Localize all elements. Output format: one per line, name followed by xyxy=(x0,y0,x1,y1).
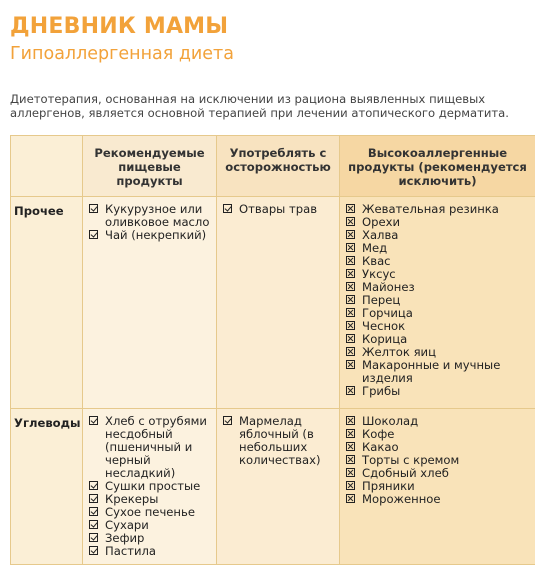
checkbox-crossed-icon xyxy=(346,347,355,356)
table-row xyxy=(11,409,535,565)
list-item xyxy=(346,493,533,506)
checkbox-crossed-icon xyxy=(346,269,355,278)
list-item-label: Жевательная резинка xyxy=(362,202,499,216)
checkbox-crossed-icon xyxy=(346,494,355,503)
cell-recommended xyxy=(83,197,217,409)
checkbox-crossed-icon xyxy=(346,243,355,252)
list-item-label: Мармелад яблочный (в небольших количествах) xyxy=(239,414,320,467)
list-item-label: Перец xyxy=(362,293,400,307)
checkbox-checked-icon xyxy=(89,546,98,555)
list-item-label: Пряники xyxy=(362,479,415,493)
list-item-label: Зефир xyxy=(105,531,144,545)
row-category: Прочее xyxy=(11,197,83,409)
list-item-label: Орехи xyxy=(362,215,400,229)
list-item xyxy=(89,229,214,242)
checkbox-crossed-icon xyxy=(346,334,355,343)
header-caution: Употреблять с осторожностью xyxy=(217,136,340,197)
checkbox-crossed-icon xyxy=(346,468,355,477)
checkbox-crossed-icon xyxy=(346,416,355,425)
list-item-label: Чай (некрепкий) xyxy=(105,228,206,242)
page-title: ДНЕВНИК МАМЫ xyxy=(10,14,228,39)
checkbox-crossed-icon xyxy=(346,256,355,265)
list-item-label: Сдобный хлеб xyxy=(362,466,449,480)
list-item xyxy=(223,203,337,216)
list-item-label: Кукурузное или оливковое масло xyxy=(105,202,209,229)
list-item xyxy=(89,415,214,480)
list-item-label: Сухое печенье xyxy=(105,505,195,519)
checkbox-checked-icon xyxy=(89,494,98,503)
list-item-label: Чеснок xyxy=(362,319,405,333)
list-item-label: Какао xyxy=(362,440,399,454)
list-item-label: Корица xyxy=(362,332,407,346)
list-item-label: Сухари xyxy=(105,518,149,532)
checkbox-crossed-icon xyxy=(346,481,355,490)
cell-caution xyxy=(217,409,340,565)
checkbox-checked-icon xyxy=(89,204,98,213)
list-item-label: Уксус xyxy=(362,267,396,281)
checkbox-crossed-icon xyxy=(346,217,355,226)
table-header-row xyxy=(11,136,535,197)
intro-paragraph: Диетотерапия, основанная на исключении из рациона выявленных пищевых аллергенов, является основной терапией при лечении атопического дерматита. xyxy=(10,92,530,120)
list-item-label: Крекеры xyxy=(105,492,158,506)
checkbox-checked-icon xyxy=(89,481,98,490)
checkbox-checked-icon xyxy=(223,204,232,213)
list-item-label: Горчица xyxy=(362,306,413,320)
checkbox-checked-icon xyxy=(89,533,98,542)
food-list xyxy=(83,197,216,248)
food-list xyxy=(217,197,339,222)
row-category: Углеводы xyxy=(11,409,83,565)
list-item-label: Сушки простые xyxy=(105,479,200,493)
food-list xyxy=(340,409,535,512)
list-item-label: Торты с кремом xyxy=(362,453,459,467)
list-item-label: Грибы xyxy=(362,384,400,398)
checkbox-crossed-icon xyxy=(346,442,355,451)
food-list xyxy=(340,197,535,404)
header-excluded: Высокоаллергенные продукты (рекомендуется исключить) xyxy=(340,136,535,197)
cell-recommended xyxy=(83,409,217,565)
list-item-label: Пастила xyxy=(105,544,156,558)
checkbox-checked-icon xyxy=(223,416,232,425)
list-item xyxy=(89,203,214,229)
checkbox-crossed-icon xyxy=(346,360,355,369)
checkbox-crossed-icon xyxy=(346,455,355,464)
food-list xyxy=(217,409,339,473)
cell-caution xyxy=(217,197,340,409)
checkbox-crossed-icon xyxy=(346,321,355,330)
list-item-label: Мед xyxy=(362,241,387,255)
list-item xyxy=(223,415,337,467)
checkbox-crossed-icon xyxy=(346,282,355,291)
food-list xyxy=(83,409,216,564)
header-recommended: Рекомендуемые пищевые продукты xyxy=(83,136,217,197)
checkbox-crossed-icon xyxy=(346,429,355,438)
list-item-label: Кофе xyxy=(362,427,394,441)
checkbox-crossed-icon xyxy=(346,230,355,239)
checkbox-checked-icon xyxy=(89,230,98,239)
checkbox-crossed-icon xyxy=(346,386,355,395)
table-body xyxy=(11,197,535,565)
list-item xyxy=(89,545,214,558)
page-subtitle: Гипоаллергенная диета xyxy=(10,44,234,64)
list-item-label: Халва xyxy=(362,228,398,242)
checkbox-crossed-icon xyxy=(346,308,355,317)
table-row xyxy=(11,197,535,409)
list-item-label: Отвары трав xyxy=(239,202,317,216)
list-item-label: Шоколад xyxy=(362,414,418,428)
list-item xyxy=(346,385,533,398)
list-item xyxy=(346,359,533,385)
checkbox-crossed-icon xyxy=(346,295,355,304)
checkbox-checked-icon xyxy=(89,507,98,516)
list-item-label: Желток яиц xyxy=(362,345,436,359)
list-item-label: Макаронные и мучные изделия xyxy=(362,358,500,385)
checkbox-crossed-icon xyxy=(346,204,355,213)
cell-excluded xyxy=(340,197,535,409)
checkbox-checked-icon xyxy=(89,416,98,425)
cell-excluded xyxy=(340,409,535,565)
header-empty xyxy=(11,136,83,197)
list-item-label: Мороженное xyxy=(362,492,441,506)
diet-table xyxy=(10,135,535,565)
list-item-label: Хлеб с отрубями несдобный (пшеничный и черный несладкий) xyxy=(105,414,207,480)
list-item-label: Квас xyxy=(362,254,391,268)
checkbox-checked-icon xyxy=(89,520,98,529)
list-item-label: Майонез xyxy=(362,280,415,294)
